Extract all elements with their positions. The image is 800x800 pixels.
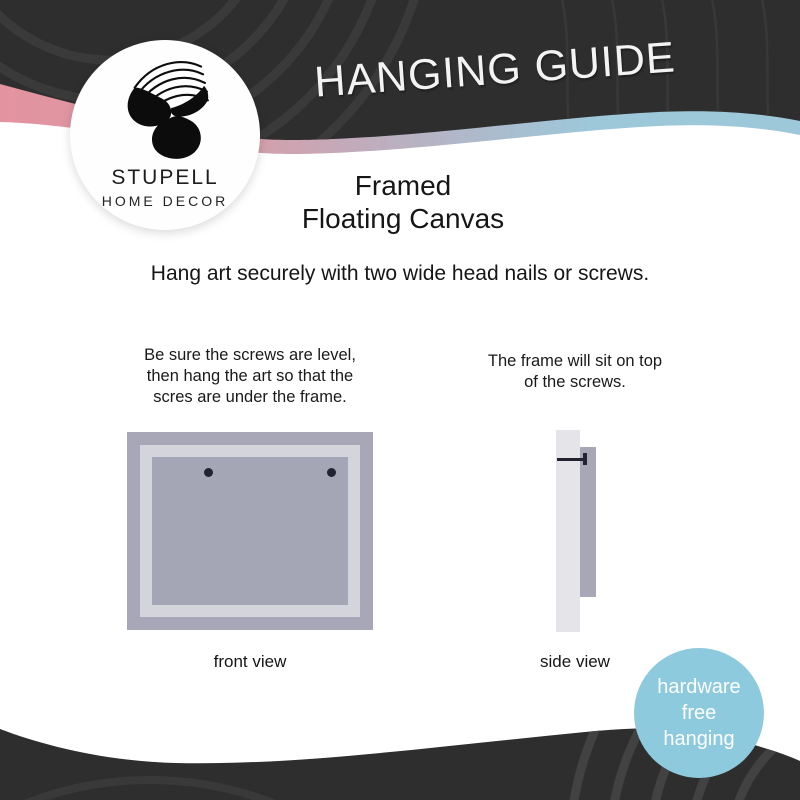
instruction-line: The frame will sit on top xyxy=(487,352,663,370)
frame-mat xyxy=(140,445,360,617)
hardware-free-badge xyxy=(634,648,764,778)
side-view-instructions xyxy=(440,351,710,393)
nail-icon xyxy=(557,458,584,461)
badge-line: hardware xyxy=(657,676,741,698)
instruction-line: then hang the art so that the xyxy=(146,367,354,385)
product-title-line1: Framed xyxy=(354,170,452,201)
front-view-frame-illustration xyxy=(127,432,373,630)
instruction-line: scres are under the frame. xyxy=(153,388,347,406)
front-view-caption: front view xyxy=(213,652,287,671)
page-title: HANGING GUIDE xyxy=(312,33,678,107)
instruction-line: Be sure the screws are level, xyxy=(144,346,356,364)
brand-tagline: HOME DECOR xyxy=(101,193,229,209)
badge-line: free xyxy=(681,702,717,724)
badge-line: hanging xyxy=(663,728,735,750)
product-title xyxy=(203,169,603,235)
nail-head-icon xyxy=(583,453,587,465)
badge-text xyxy=(634,674,764,752)
instruction-line: of the screws. xyxy=(524,373,626,391)
brand-logo-badge xyxy=(70,40,260,230)
screw-icon xyxy=(204,468,213,477)
frame-canvas xyxy=(152,457,348,605)
brand-name: STUPELL xyxy=(111,166,219,189)
front-view-instructions xyxy=(115,345,385,408)
stupell-swoosh-icon xyxy=(119,55,211,161)
product-title-line2: Floating Canvas xyxy=(301,203,505,234)
screw-icon xyxy=(327,468,336,477)
intro-text: Hang art securely with two wide head nails or screws. xyxy=(150,262,650,285)
side-view-caption: side view xyxy=(540,652,610,671)
